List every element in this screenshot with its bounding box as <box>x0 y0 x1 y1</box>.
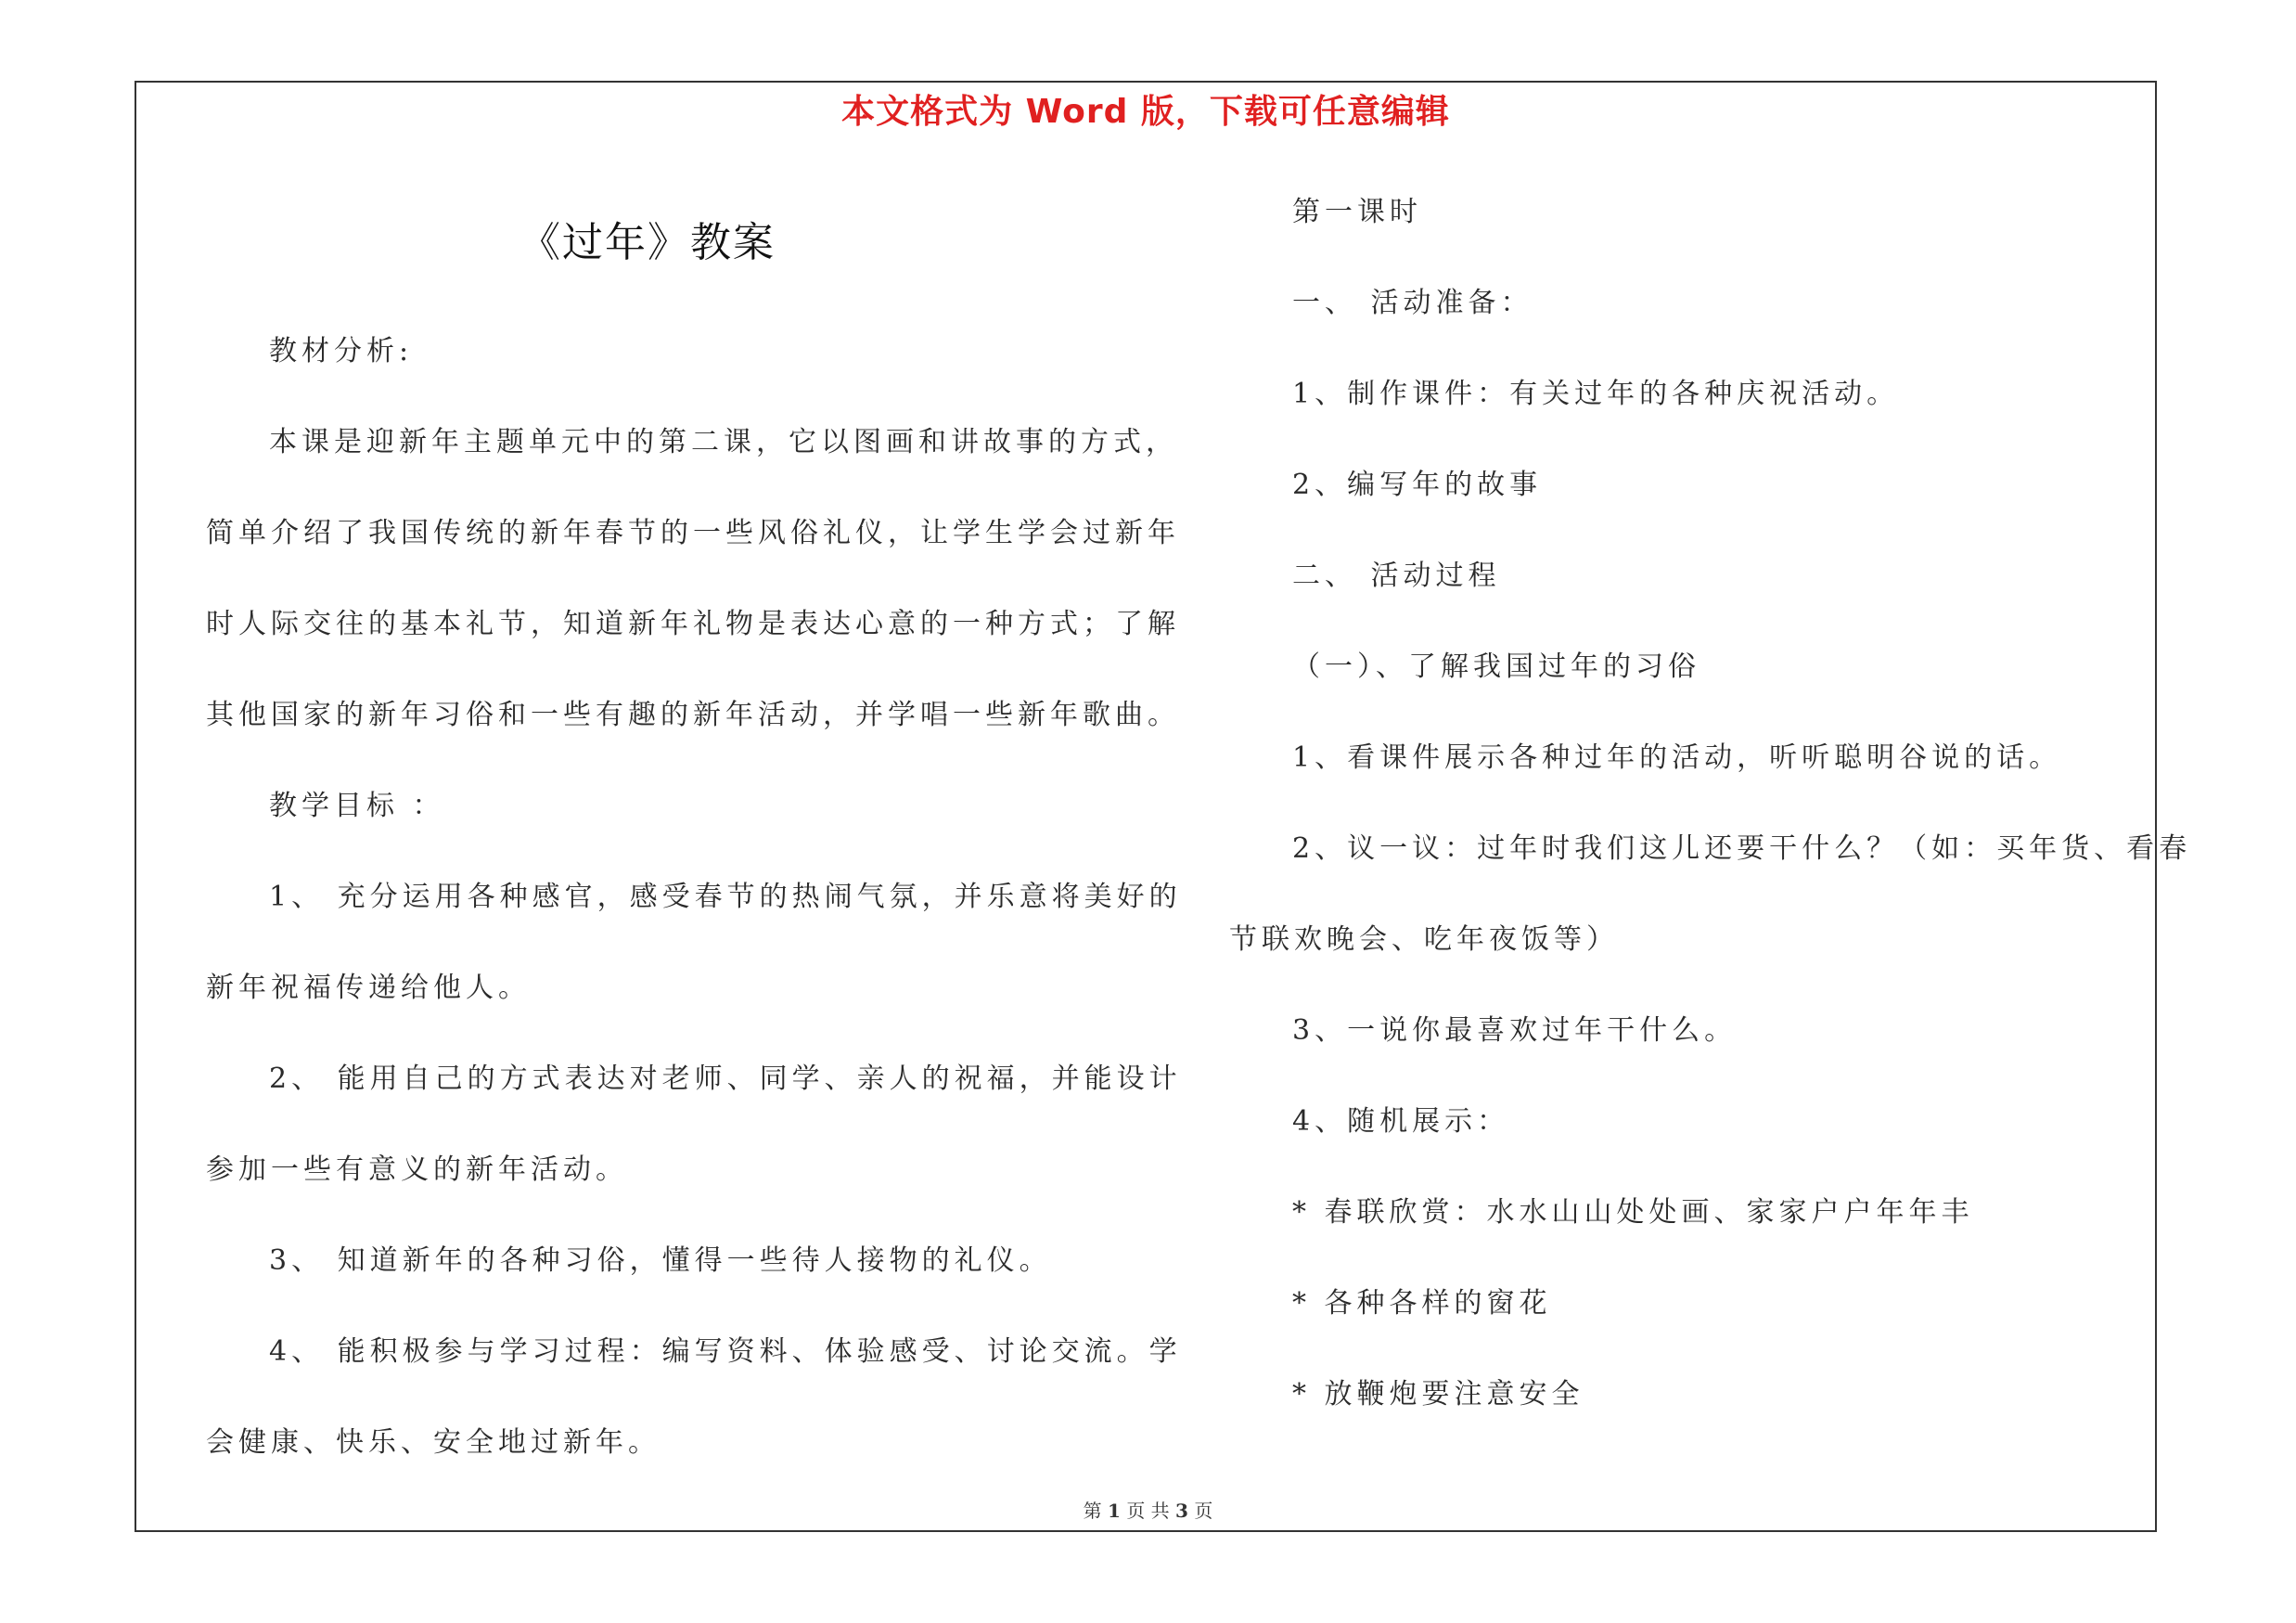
left-line-6: 教学目标 ： <box>269 790 445 822</box>
right-line-4: 2、编写年的故事 <box>1292 469 1543 501</box>
right-line-12: * 春联欣赏：水水山山处处画、家家户户年年丰 <box>1292 1196 1974 1229</box>
left-line-5: 其他国家的新年习俗和一些有趣的新年活动，并学唱一些新年歌曲。 <box>206 699 1180 731</box>
right-line-10: 3、一说你最喜欢过年干什么。 <box>1292 1014 1738 1047</box>
left-line-3: 简单介绍了我国传统的新年春节的一些风俗礼仪，让学生学会过新年 <box>206 517 1180 549</box>
left-line-12: 4、 能积极参与学习过程：编写资料、体验感受、讨论交流。学 <box>269 1335 1182 1368</box>
right-line-9: 节联欢晚会、吃年夜饭等） <box>1229 923 1619 956</box>
document-title: 《过年》教案 <box>519 219 776 266</box>
right-line-3: 1、制作课件：有关过年的各种庆祝活动。 <box>1292 378 1900 410</box>
right-line-13: * 各种各样的窗花 <box>1292 1287 1552 1320</box>
right-line-11: 4、随机展示： <box>1292 1105 1510 1138</box>
left-line-1: 教材分析: <box>269 335 414 367</box>
right-line-8: 2、议一议：过年时我们这儿还要干什么？（如：买年货、看春 <box>1292 832 2192 865</box>
right-line-7: 1、看课件展示各种过年的活动，听听聪明谷说的话。 <box>1292 741 2062 774</box>
right-line-1: 第一课时 <box>1292 196 1422 228</box>
page-footer <box>0 1496 2296 1523</box>
right-line-5: 二、 活动过程 <box>1292 560 1501 592</box>
footer-middle: 页 共 <box>1126 1500 1170 1522</box>
right-line-6: （一）、了解我国过年的习俗 <box>1292 650 1700 683</box>
footer-page-number: 1 <box>1108 1500 1121 1522</box>
left-line-10: 参加一些有意义的新年活动。 <box>206 1153 628 1186</box>
left-line-11: 3、 知道新年的各种习俗，懂得一些待人接物的礼仪。 <box>269 1244 1052 1277</box>
right-line-2: 一、 活动准备： <box>1292 287 1533 319</box>
footer-suffix: 页 <box>1194 1500 1213 1522</box>
left-line-2: 本课是迎新年主题单元中的第二课，它以图画和讲故事的方式， <box>269 426 1178 458</box>
right-line-14: * 放鞭炮要注意安全 <box>1292 1378 1584 1410</box>
footer-prefix: 第 <box>1083 1500 1102 1522</box>
left-line-13: 会健康、快乐、安全地过新年。 <box>206 1426 661 1459</box>
left-line-4: 时人际交往的基本礼节，知道新年礼物是表达心意的一种方式；了解 <box>206 608 1180 640</box>
left-line-9: 2、 能用自己的方式表达对老师、同学、亲人的祝福，并能设计 <box>269 1063 1182 1095</box>
footer-total-pages: 3 <box>1175 1500 1188 1522</box>
left-line-8: 新年祝福传递给他人。 <box>206 972 531 1004</box>
format-banner: 本文格式为 Word 版，下载可任意编辑 <box>841 93 1450 131</box>
left-line-7: 1、 充分运用各种感官，感受春节的热闹气氛，并乐意将美好的 <box>269 881 1182 913</box>
